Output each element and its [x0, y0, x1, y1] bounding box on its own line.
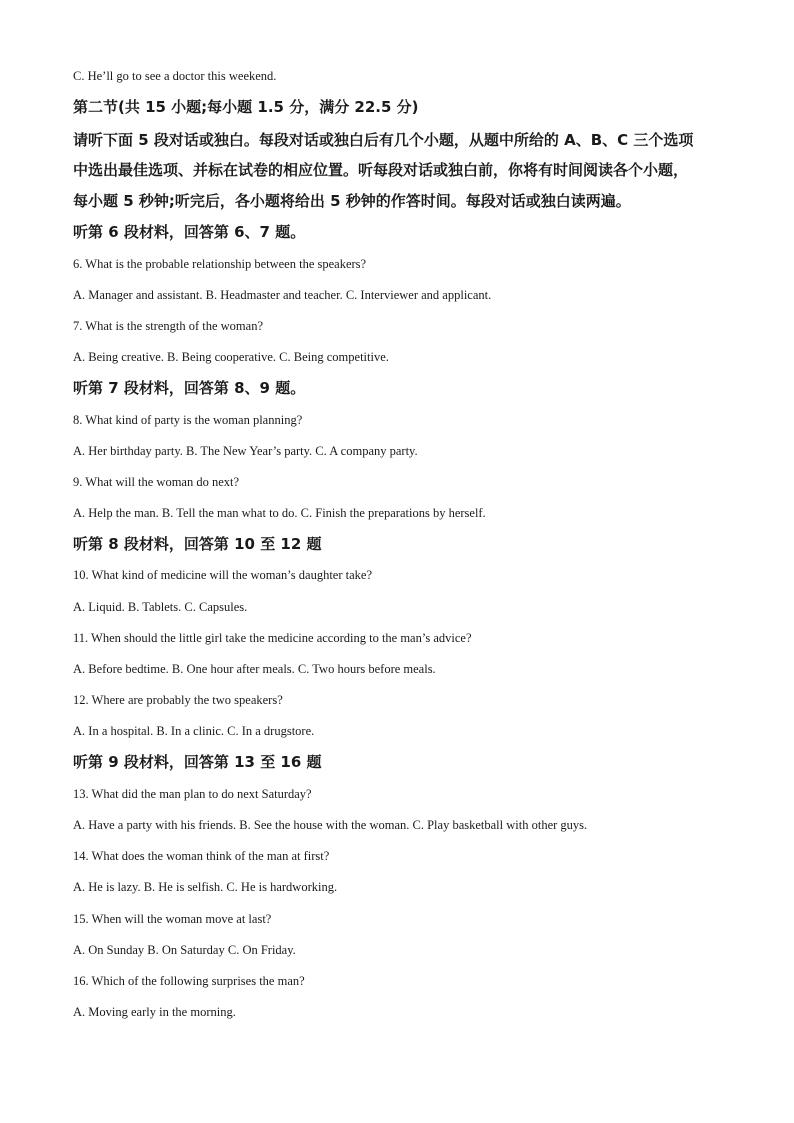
part-7-heading: 听第 7 段材料，回答第 8、9 题。 [73, 379, 306, 397]
options-14: A. He is lazy. B. He is selfish. C. He is hardworking. [73, 880, 338, 894]
options-7: A. Being creative. B. Being cooperative. C. Being competitive. [73, 350, 389, 364]
options-15: A. On Sunday B. On Saturday C. On Friday. [73, 943, 296, 957]
options-10: A. Liquid. B. Tablets. C. Capsules. [73, 600, 248, 614]
instructions-line-1: 请听下面 5 段对话或独白。每段对话或独白后有几个小题，从题中所给的 A、B、C 三个选项 [73, 131, 694, 149]
question-14: 14. What does the woman think of the man at first? [73, 849, 330, 863]
instructions-line-2: 中选出最佳选项、并标在试卷的相应位置。听每段对话或独白前，你将有时间阅读各个小题， [73, 161, 689, 179]
question-11: 11. When should the little girl take the medicine according to the man’s advice? [73, 631, 472, 645]
options-9: A. Help the man. B. Tell the man what to do. C. Finish the preparations by herself. [73, 506, 486, 520]
question-10: 10. What kind of medicine will the woman’s daughter take? [73, 568, 372, 582]
section-heading: 第二节(共 15 小题;每小题 1.5 分，满分 22.5 分) [73, 98, 419, 116]
options-8: A. Her birthday party. B. The New Year’s party. C. A company party. [73, 444, 418, 458]
options-13: A. Have a party with his friends. B. See the house with the woman. C. Play basketball with other guys. [73, 818, 588, 832]
question-8: 8. What kind of party is the woman planning? [73, 413, 303, 427]
part-9-heading: 听第 9 段材料，回答第 13 至 16 题 [73, 753, 322, 771]
question-13: 13. What did the man plan to do next Saturday? [73, 787, 312, 801]
question-12: 12. Where are probably the two speakers? [73, 693, 283, 707]
options-6: A. Manager and assistant. B. Headmaster and teacher. C. Interviewer and applicant. [73, 288, 492, 302]
options-16: A. Moving early in the morning. [73, 1005, 236, 1019]
question-15: 15. When will the woman move at last? [73, 912, 272, 926]
options-12: A. In a hospital. B. In a clinic. C. In a drugstore. [73, 724, 315, 738]
options-11: A. Before bedtime. B. One hour after meals. C. Two hours before meals. [73, 662, 436, 676]
question-6: 6. What is the probable relationship between the speakers? [73, 257, 367, 271]
question-9: 9. What will the woman do next? [73, 475, 240, 489]
part-6-heading: 听第 6 段材料，回答第 6、7 题。 [73, 223, 306, 241]
option-line-c5: C. He’ll go to see a doctor this weekend. [73, 69, 277, 83]
instructions-line-3: 每小题 5 秒钟;听完后，各小题将给出 5 秒钟的作答时间。每段对话或独白读两遍。 [73, 192, 631, 210]
question-16: 16. Which of the following surprises the man? [73, 974, 305, 988]
question-7: 7. What is the strength of the woman? [73, 319, 264, 333]
part-8-heading: 听第 8 段材料，回答第 10 至 12 题 [73, 535, 322, 553]
